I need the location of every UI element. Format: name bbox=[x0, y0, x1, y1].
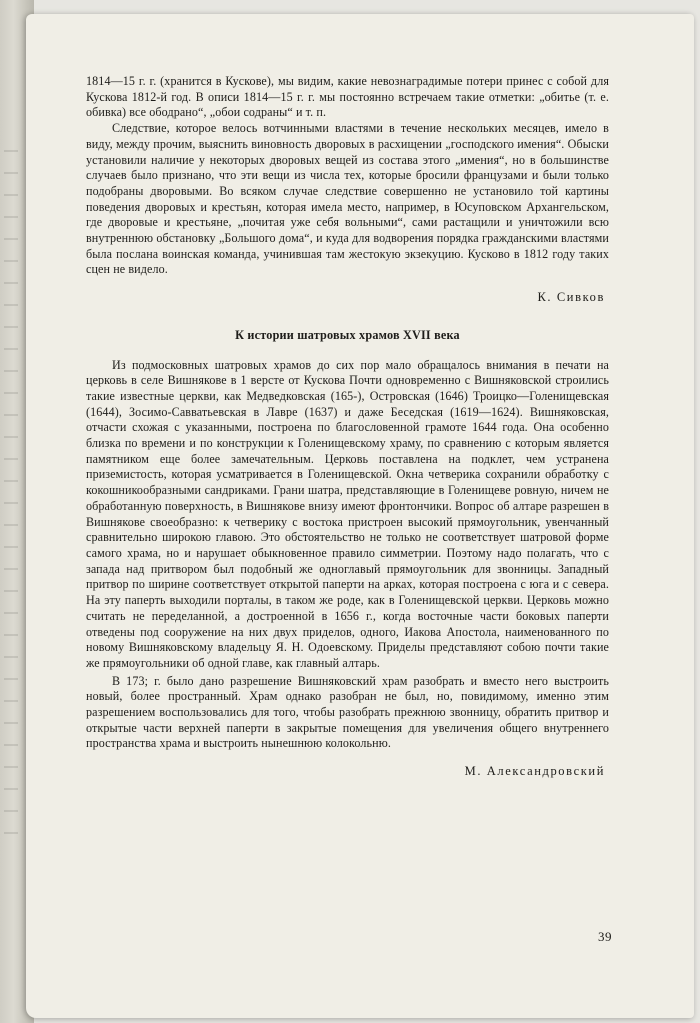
section-paragraph-2: В 173; г. было дано разрешение Вишняковский храм разобрать и вместо него выстроить новый, более пространный. Храм однако разобран не был, но, повидимому, именно этим разрешением воспользовались для того, чтобы разобрать прежнюю звонницу, обратить притвор и открытые части верхней паперти в закрытые помещения для увеличения общего внутреннего пространства храма и выстроить нынешнюю колокольню. bbox=[86, 673, 609, 751]
page-number: 39 bbox=[598, 929, 612, 944]
intro-paragraph-1: 1814—15 г. г. (хранится в Кускове), мы видим, какие невознаградимые потери принес с собой для Кускова 1812-й год. В описи 1814—15 г. г. мы постоянно встречаем такие отметки: „обитье (т. е. обивка) все ободрано“, „обои содраны“ и т. п. bbox=[86, 74, 609, 120]
section-title: К истории шатровых храмов XVII века bbox=[235, 327, 460, 342]
page-text-column bbox=[86, 74, 609, 780]
book-page bbox=[26, 14, 694, 1018]
section-paragraph-1: Из подмосковных шатровых храмов до сих пор мало обращалось внимания в печати на церковь в селе Вишнякове в 1 версте от Кускова Почти одновременно с Вишняковской строились такие известные церкви, как Медведковская (165-), Островская (1646) Троицко—Голенищевская (1644), Зосимо-Савватьевская в Лавре (1637) и даже Беседская (1619—1624). Вишняковская, отчасти схожая с указанными, построена по благословенной грамоте 1644 года. Она особенно близка по времени и по конструкции к Голенищевскому храму, по сравнению с которым является памятником еще более замечательным. Церковь поставлена на подклет, чем устранена приземистость, которая усматривается в Голенищевской. Окна четверика сохранили обработку с кокошникообразными сандриками. Грани шатра, представляющие в Голенищеве ровную, ничем не обработанную поверхность, в Вишнякове внизу имеют фронтончики. Вопрос об алтаре разрешен в Вишнякове своеобразно: к четверику с востока пристроен высокий прямоугольник, увенчанный сравнительно широкою главою. Это обстоятельство не только не соответствует шатровой форме самого храма, но и нарушает обыкновенное правило симметрии. Поэтому надо полагать, что с запада над притвором был подобный же одноглавый прямоугольник для звонницы. Западный притвор по ширине соответствует открытой паперти на арках, которая построена с юга и с севера. На эту паперть выходили порталы, в таком же роде, как в Голенищевской церкви. Церковь можно считать не переделанной, а достроенной в 1656 г., когда восточные части боковых паперти отведены под сооружение на них двух приделов, одного, Иакова Апостола, наименованного по новому Вишняковскому владельцу Я. Н. Одоевскому. Приделы представляют собою почти такие же прямоугольники об одной главе, как главный алтарь. bbox=[86, 357, 609, 670]
signature-sivkov: К. Сивков bbox=[537, 290, 605, 305]
adjacent-page-edge bbox=[4, 150, 18, 850]
intro-paragraph-2: Следствие, которое велось вотчинными властями в течение нескольких месяцев, имело в виду, между прочим, выяснить виновность дворовых в расхищении „господского имения“. Обыски установили наличие у некоторых дворовых вещей из состава этого „имения“, но в большинстве случаев было признано, что эти вещи из числа тех, которые бросили французами и были только подобраны дворовыми. Во всяком случае следствие совершенно не установило той картины поведения дворовых и крестьян, которая имела место, например, в Юсуповском Архангельском, где дворовые и крестьяне, „почитая уже себя вольными“, сами растащили и уничтожили всю внутреннюю обстановку „Большого дома“, и куда для водворения порядка гражданскими властями была послана воинская команда, учинившая там жестокую экзекуцию. Кусково в 1812 году таких сцен не видело. bbox=[86, 121, 609, 277]
signature-aleksandrovsky: М. Александровский bbox=[464, 764, 605, 779]
